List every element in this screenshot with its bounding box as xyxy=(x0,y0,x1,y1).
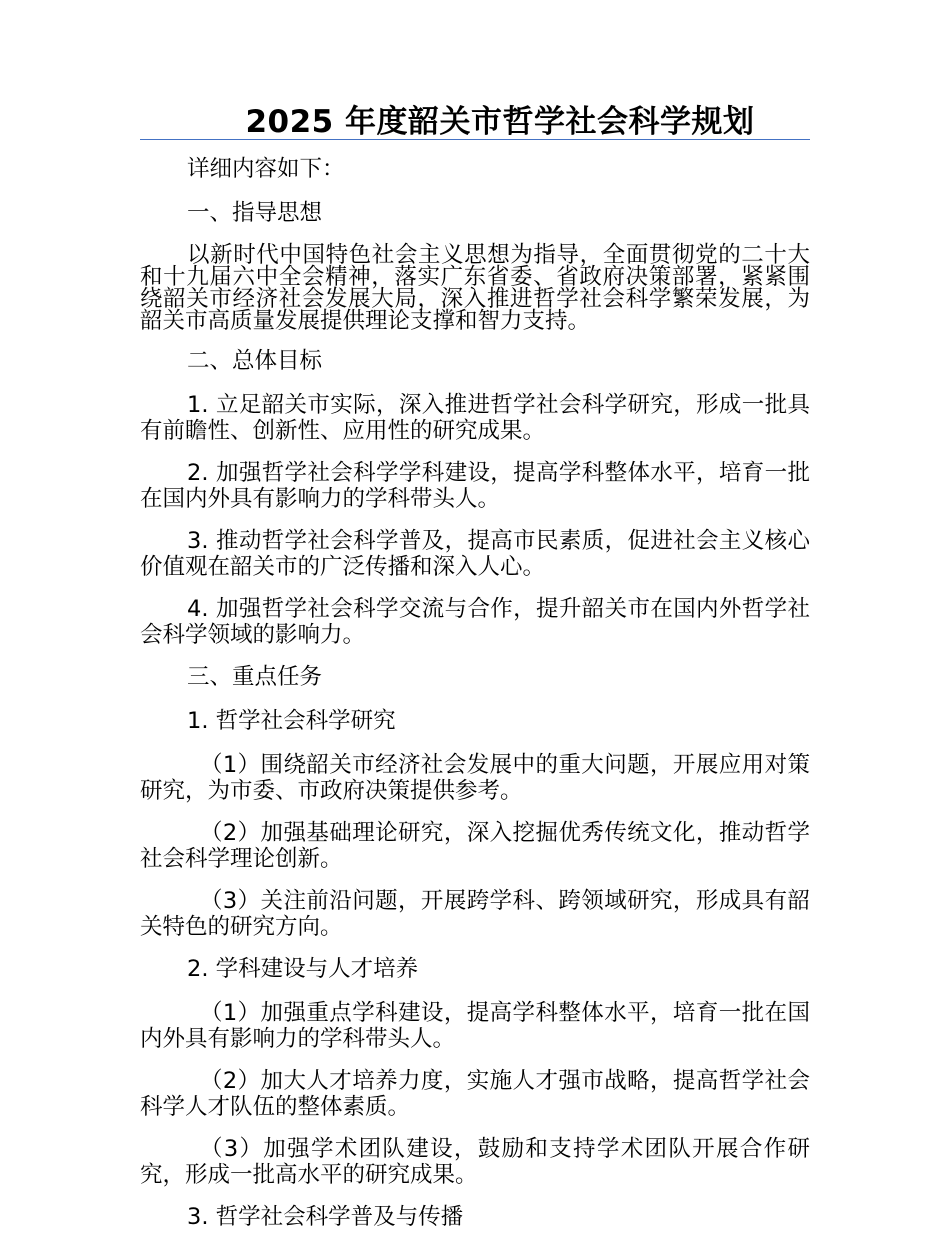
document-body xyxy=(140,156,810,1248)
goal-item-1: 1. 立足韶关市实际，深入推进哲学社会科学研究，形成一批具有前瞻性、创新性、应用性的研究成果。 xyxy=(140,392,810,444)
task-research-item-3: （3）关注前沿问题，开展跨学科、跨领域研究，形成具有韶关特色的研究方向。 xyxy=(140,888,810,940)
title-underline xyxy=(140,139,810,140)
task-discipline-item-3: （3）加强学术团队建设，鼓励和支持学术团队开展合作研究，形成一批高水平的研究成果。 xyxy=(140,1136,810,1188)
task-research-item-2: （2）加强基础理论研究，深入挖掘优秀传统文化，推动哲学社会科学理论创新。 xyxy=(140,820,810,872)
task-heading-discipline-talent: 2. 学科建设与人才培养 xyxy=(187,956,419,982)
goal-item-2: 2. 加强哲学社会科学学科建设，提高学科整体水平，培育一批在国内外具有影响力的学科带头人。 xyxy=(140,460,810,512)
goal-item-4: 4. 加强哲学社会科学交流与合作，提升韶关市在国内外哲学社会科学领域的影响力。 xyxy=(140,596,810,648)
guiding-ideology-text: 以新时代中国特色社会主义思想为指导，全面贯彻党的二十大和十九届六中全会精神，落实广东省委、省政府决策部署，紧紧围绕韶关市经济社会发展大局，深入推进哲学社会科学繁荣发展，为韶关市高质量发展提供理论支撑和智力支持。 xyxy=(140,242,810,334)
task-research-item-1: （1）围绕韶关市经济社会发展中的重大问题，开展应用对策研究，为市委、市政府决策提供参考。 xyxy=(140,752,810,804)
task-discipline-item-1: （1）加强重点学科建设，提高学科整体水平，培育一批在国内外具有影响力的学科带头人。 xyxy=(140,1000,810,1052)
section-heading-key-tasks: 三、重点任务 xyxy=(187,664,323,690)
task-discipline-item-2: （2）加大人才培养力度，实施人才强市战略，提高哲学社会科学人才队伍的整体素质。 xyxy=(140,1068,810,1120)
section-heading-guiding-ideology: 一、指导思想 xyxy=(187,200,323,226)
document-title: 2025 年度韶关市哲学社会科学规划 xyxy=(245,104,755,140)
task-heading-popularization: 3. 哲学社会科学普及与传播 xyxy=(187,1204,464,1230)
section-heading-overall-goals: 二、总体目标 xyxy=(187,348,323,374)
goal-item-3: 3. 推动哲学社会科学普及，提高市民素质，促进社会主义核心价值观在韶关市的广泛传播和深入人心。 xyxy=(140,528,810,580)
intro-text: 详细内容如下： xyxy=(187,156,345,182)
task-heading-research: 1. 哲学社会科学研究 xyxy=(187,708,396,734)
